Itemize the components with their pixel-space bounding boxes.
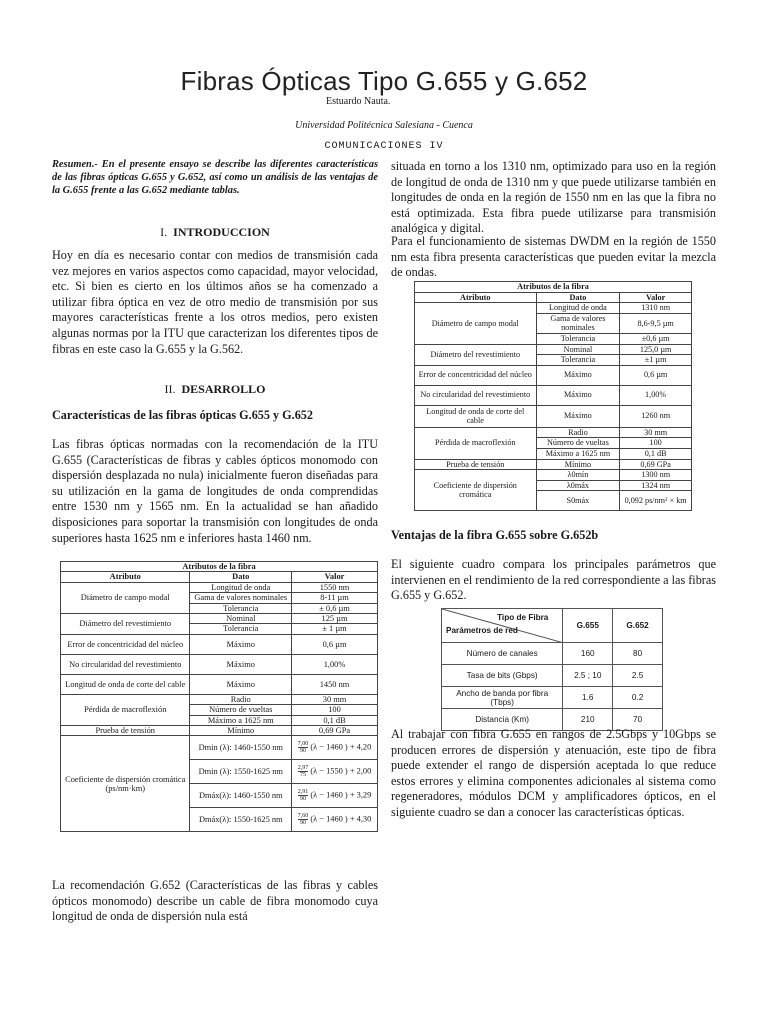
dato-cell: Máximo a 1625 nm xyxy=(536,448,620,459)
attr-cell: Diámetro de campo modal xyxy=(415,303,537,344)
row-label: Tasa de bits (Gbps) xyxy=(442,665,563,687)
dato-cell: Máximo xyxy=(190,674,292,694)
attr-cell: Pérdida de macroflexión xyxy=(415,427,537,459)
university: Universidad Politécnica Salesiana - Cuenca xyxy=(295,120,473,131)
dato-cell: Número de vueltas xyxy=(190,705,292,715)
valor-cell: 30 mm xyxy=(620,427,692,438)
attr-cell: Diámetro del revestimiento xyxy=(415,344,537,365)
dato-cell: Mínimo xyxy=(536,459,620,470)
dato-cell: S0máx xyxy=(536,491,620,511)
dato-cell: Máximo xyxy=(190,634,292,654)
attr-cell: Prueba de tensión xyxy=(61,726,190,736)
g652-paragraph: La recomendación G.652 (Características de las fibras y cables ópticos monomodo) describe un cable de fibra monomodo cuya longitud de onda de dispersión nula está xyxy=(52,878,378,924)
valor-cell: 125,0 µm xyxy=(620,344,692,355)
dato-cell: Número de vueltas xyxy=(536,438,620,449)
dato-cell: Dmáx(λ): 1550-1625 nm xyxy=(190,808,292,832)
section-heading-intro xyxy=(52,225,378,240)
dato-cell: Dmin (λ): 1550-1625 nm xyxy=(190,760,292,784)
valor-cell: ± 1 µm xyxy=(292,624,378,634)
dato-cell: Nominal xyxy=(190,614,292,624)
abstract: Resumen.- En el presente ensayo se describe las diferentes características de las fibras ópticas G.655 y G.652, así como un análisis de las ventajas de la G.655 frente a las G.652 mediante tablas. xyxy=(52,159,378,197)
table-caption: Atributos de la fibra xyxy=(415,282,692,293)
valor-cell: 8,6-9,5 µm xyxy=(620,313,692,333)
attr-cell: No circularidad del revestimiento xyxy=(61,654,190,674)
dato-cell: Radio xyxy=(536,427,620,438)
dato-cell: Tolerancia xyxy=(190,603,292,613)
course-name: COMUNICACIONES IV xyxy=(324,141,444,152)
dato-cell: Máximo xyxy=(536,405,620,427)
g655-value: 210 xyxy=(563,709,613,731)
valor-cell: 1550 nm xyxy=(292,582,378,592)
formula-cell xyxy=(292,784,378,808)
fraction-denominator: 90 xyxy=(299,796,306,803)
valor-cell: 1310 nm xyxy=(620,303,692,314)
section-number: I. xyxy=(160,225,168,239)
valor-cell: ±1 µm xyxy=(620,355,692,366)
intro-paragraph: Hoy en día es necesario contar con medios de transmisión cada vez mejores en varios aspectos como capacidad, mayor velocidad, etc. Si bien es cierto en los últimos años se ha comenzado a utilizar fibra óptica en vez de otro medio de transmisión por sus mayores características frente a los otros medios, pero existen algunas normas por la ITU que caracterizan los diferentes tipos de fibras en este caso la G.655 y la G.562. xyxy=(52,248,378,356)
dato-cell: Máximo xyxy=(536,385,620,405)
g655-value: 160 xyxy=(563,643,613,665)
header-valor: Valor xyxy=(620,292,692,303)
valor-cell: 0,69 GPa xyxy=(292,726,378,736)
header-dato: Dato xyxy=(536,292,620,303)
valor-cell: 0,1 dB xyxy=(292,715,378,725)
g655-value: 2.5 ; 10 xyxy=(563,665,613,687)
g652-value: 70 xyxy=(613,709,663,731)
dato-cell: Máximo xyxy=(536,365,620,385)
row-label: Ancho de banda por fibra (Tbps) xyxy=(442,687,563,709)
valor-cell: 125 µm xyxy=(292,614,378,624)
valor-cell: 1324 nm xyxy=(620,480,692,491)
dato-cell: λ0mín xyxy=(536,470,620,481)
valor-cell: 0,6 µm xyxy=(620,365,692,385)
g652-value: 80 xyxy=(613,643,663,665)
attr-cell: Longitud de onda de corte del cable xyxy=(415,405,537,427)
dato-cell: Tolerancia xyxy=(190,624,292,634)
attr-cell: Longitud de onda de corte del cable xyxy=(61,674,190,694)
formula-expression: (λ − 1460 ) + 3,29 xyxy=(310,790,372,800)
dato-cell: Radio xyxy=(190,694,292,704)
attr-cell: Coeficiente de dispersión cromática xyxy=(415,470,537,511)
paper-title: Fibras Ópticas Tipo G.655 y G.652 xyxy=(180,66,588,96)
fraction-denominator: 90 xyxy=(299,748,306,755)
right-paragraph-1: situada en torno a los 1310 nm, optimizado para uso en la región de longitud de onda de 1310 nm y que puede utilizarse también en longitudes de onda en la región de 1550 nm en las que la fibra no está optimizada. Esta fibra puede utilizarse para transmisión analógica y digital. xyxy=(391,159,716,236)
dato-cell: Dmin (λ): 1460-1550 nm xyxy=(190,736,292,760)
formula-cell xyxy=(292,760,378,784)
dato-cell: Gama de valores nominales xyxy=(536,313,620,333)
g652-value: 2.5 xyxy=(613,665,663,687)
dato-cell: Longitud de onda xyxy=(536,303,620,314)
header-atributo: Atributo xyxy=(61,572,190,582)
section-title: INTRODUCCION xyxy=(173,225,270,239)
author: Estuardo Nauta. xyxy=(326,96,391,107)
right-paragraph-3: El siguiente cuadro compara los principales parámetros que intervienen en el rendimiento de la red correspondiente a las fibras G.655 y G.652. xyxy=(391,557,716,603)
valor-cell: 1300 nm xyxy=(620,470,692,481)
section-number: II. xyxy=(164,382,176,396)
valor-cell: 100 xyxy=(292,705,378,715)
section-title: DESARROLLO xyxy=(181,382,266,396)
dato-cell: Máximo a 1625 nm xyxy=(190,715,292,725)
valor-cell: 0,6 µm xyxy=(292,634,378,654)
right-paragraph-2: Para el funcionamiento de sistemas DWDM en la región de 1550 nm esta fibra presenta características que pueden evitar la mezcla de ondas. xyxy=(391,234,716,280)
comparison-table xyxy=(441,608,663,731)
valor-cell: 1260 nm xyxy=(620,405,692,427)
column-header: G.655 xyxy=(563,609,613,643)
dato-cell: Longitud de onda xyxy=(190,582,292,592)
subheading-ventajas: Ventajas de la fibra G.655 sobre G.652b xyxy=(391,528,599,542)
g655-paragraph: Las fibras ópticas normadas con la recomendación de la ITU G.655 (Características de fibras y cables ópticos monomodo con dispersión desplazada no nula) inicialmente fueron diseñadas para su utilización en la gama de longitudes de onda comprendidas entre 1530 nm y 1565 nm. En la actualidad se han añadido disposiciones para soportar la transmisión con longitudes de onda superiores hasta 1625 nm e inferiores hasta 1460 nm. xyxy=(52,437,378,545)
valor-cell: ±0,6 µm xyxy=(620,333,692,344)
subheading-caracteristicas: Características de las fibras ópticas G.655 y G.652 xyxy=(52,408,313,422)
fraction-numerator: 2,91 xyxy=(297,789,309,796)
row-label: Distancia (Km) xyxy=(442,709,563,731)
column-header: G.652 xyxy=(613,609,663,643)
g655-attributes-table xyxy=(60,561,378,832)
fraction-numerator: 2,97 xyxy=(297,765,309,772)
dato-cell: Gama de valores nominales xyxy=(190,593,292,603)
row-label: Número de canales xyxy=(442,643,563,665)
attr-cell: No circularidad del revestimiento xyxy=(415,385,537,405)
valor-cell: 0,69 GPa xyxy=(620,459,692,470)
header-dato: Dato xyxy=(190,572,292,582)
formula-expression: (λ − 1460 ) + 4,20 xyxy=(310,742,372,752)
fraction-numerator: 7,60 xyxy=(297,813,309,820)
attr-cell: Error de concentricidad del núcleo xyxy=(61,634,190,654)
attr-cell: Diámetro del revestimiento xyxy=(61,614,190,635)
section-heading-desarrollo xyxy=(52,382,378,397)
dato-cell: Mínimo xyxy=(190,726,292,736)
formula-cell xyxy=(292,808,378,832)
attr-cell: Pérdida de macroflexión xyxy=(61,694,190,725)
attr-cell: Coeficiente de dispersión cromática (ps/nm·km) xyxy=(61,736,190,832)
dato-cell: Tolerancia xyxy=(536,355,620,366)
g652-attributes-table xyxy=(414,281,692,511)
fraction-numerator: 7,00 xyxy=(297,741,309,748)
valor-cell: 0,092 ps/nm² × km xyxy=(620,491,692,511)
formula-expression: (λ − 1550 ) + 2,00 xyxy=(310,766,372,776)
valor-cell: 8-11 µm xyxy=(292,593,378,603)
valor-cell: 30 mm xyxy=(292,694,378,704)
dato-cell: Tolerancia xyxy=(536,333,620,344)
valor-cell: 1,00% xyxy=(292,654,378,674)
attr-cell: Error de concentricidad del núcleo xyxy=(415,365,537,385)
valor-cell: 0,1 dB xyxy=(620,448,692,459)
dato-cell: Dmáx(λ): 1460-1550 nm xyxy=(190,784,292,808)
dato-cell: λ0máx xyxy=(536,480,620,491)
valor-cell: ± 0,6 µm xyxy=(292,603,378,613)
table-caption: Atributos de la fibra xyxy=(61,562,378,572)
valor-cell: 1450 nm xyxy=(292,674,378,694)
attr-cell: Diámetro de campo modal xyxy=(61,582,190,613)
formula-cell xyxy=(292,736,378,760)
valor-cell: 1,00% xyxy=(620,385,692,405)
right-paragraph-4: Al trabajar con fibra G.655 en rangos de 2.5Gbps y 10Gbps se producen errores de dispersión y atenuación, este tipo de fibra puede extender el rango de dispersión aceptada lo que reduce estos errores y elimina componentes adicionales al sistema como regeneradores, módulos DCM y amplificadores ópticos, en el siguiente cuadro se dan a conocer las características ópticas. xyxy=(391,727,716,819)
formula-expression: (λ − 1460 ) + 4,30 xyxy=(310,814,372,824)
valor-cell: 100 xyxy=(620,438,692,449)
fraction-denominator: 75 xyxy=(299,772,306,779)
header-atributo: Atributo xyxy=(415,292,537,303)
g655-value: 1.6 xyxy=(563,687,613,709)
dato-cell: Nominal xyxy=(536,344,620,355)
header-valor: Valor xyxy=(292,572,378,582)
dato-cell: Máximo xyxy=(190,654,292,674)
corner-bottom-label: Parámetros de red xyxy=(446,626,518,635)
fraction-denominator: 90 xyxy=(299,820,306,827)
g652-value: 0.2 xyxy=(613,687,663,709)
corner-top-label: Tipo de Fibra xyxy=(497,613,549,622)
corner-cell xyxy=(442,609,563,643)
attr-cell: Prueba de tensión xyxy=(415,459,537,470)
